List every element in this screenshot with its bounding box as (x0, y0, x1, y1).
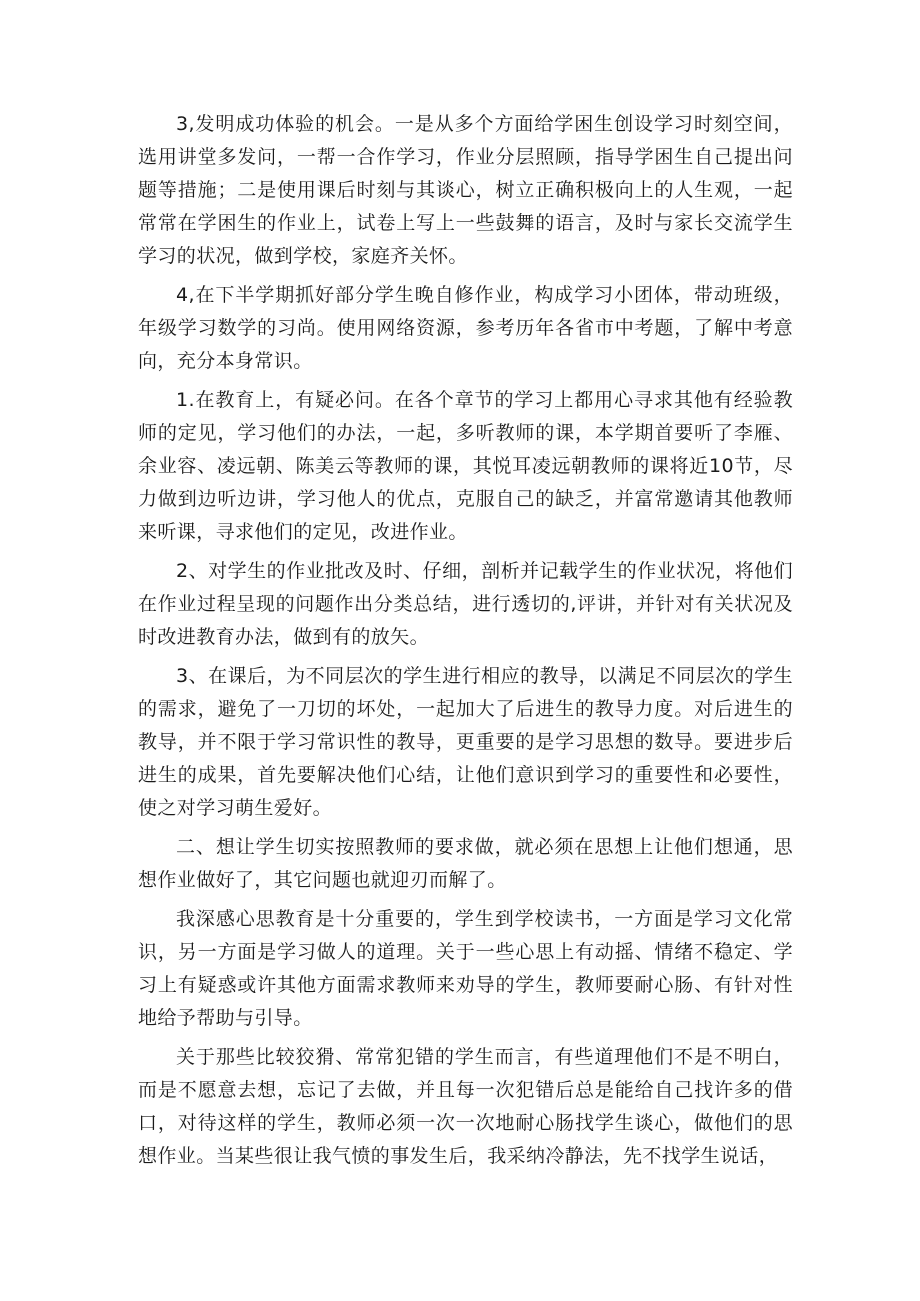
paragraph-1: 3,发明成功体验的机会。一是从多个方面给学困生创设学习时刻空间，选用讲堂多发问，一帮一合作学习，作业分层照顾，指导学困生自己提出问题等措施；二是使用课后时刻与其谈心，树立正确积极向上的人生观，一起常常在学困生的作业上，试卷上写上一些鼓舞的语言，及时与家长交流学生学习的状况，做到学校，家庭齐关怀。 (138, 113, 793, 267)
paragraph-2: 4,在下半学期抓好部分学生晚自修作业，构成学习小团体，带动班级，年级学习数学的习尚。使用网络资源，参考历年各省市中考题，了解中考意向，充分本身常识。 (138, 284, 793, 372)
paragraph-4: 2、对学生的作业批改及时、仔细，剖析并记载学生的作业状况，将他们在作业过程呈现的问题作出分类总结，进行透切的,评讲，并针对有关状况及时改进教育办法，做到有的放矢。 (138, 560, 793, 648)
paragraph-5: 3、在课后，为不同层次的学生进行相应的教导，以满足不同层次的学生的需求，避免了一刀切的坏处，一起加大了后进生的教导力度。对后进生的教导，并不限于学习常识性的教导，更重要的是学习思想的数导。要进步后进生的成果，首先要解决他们心结，让他们意识到学习的重要性和必要性，使之对学习萌生爱好。 (138, 665, 793, 819)
paragraph-8: 关于那些比较狡猾、常常犯错的学生而言，有些道理他们不是不明白，而是不愿意去想，忘记了去做，并且每一次犯错后总是能给自己找许多的借口，对待这样的学生，教师必须一次一次地耐心肠找学生谈心，做他们的思想作业。当某些很让我气愤的事发生后，我采纳冷静法，先不找学生说话， (138, 1046, 793, 1167)
paragraph-7: 我深感心思教育是十分重要的，学生到学校读书，一方面是学习文化常识，另一方面是学习做人的道理。关于一些心思上有动摇、情绪不稳定、学习上有疑惑或许其他方面需求教师来劝导的学生，教师要耐心肠、有针对性地给予帮助与引导。 (138, 908, 793, 1029)
paragraph-3: 1.在教育上，有疑必问。在各个章节的学习上都用心寻求其他有经验教师的定见，学习他们的办法，一起，多听教师的课，本学期首要听了李雁、余业容、凌远朝、陈美云等教师的课，其悦耳凌远朝教师的课将近10节，尽力做到边听边讲，学习他人的优点，克服自己的缺乏，并富常邀请其他教师来听课，寻求他们的定见，改进作业。 (138, 389, 793, 543)
document-body (138, 108, 793, 1179)
paragraph-6: 二、想让学生切实按照教师的要求做，就必须在思想上让他们想通，思想作业做好了，其它问题也就迎刃而解了。 (138, 836, 793, 891)
